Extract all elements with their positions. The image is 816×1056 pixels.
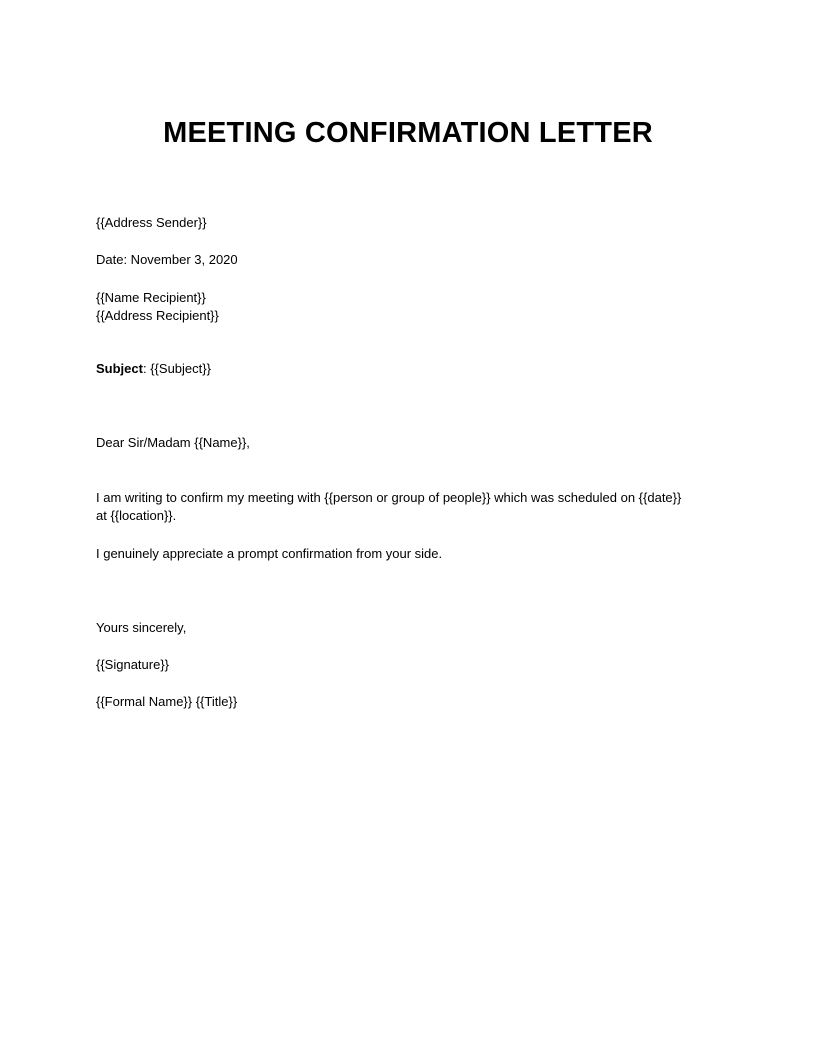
salutation: Dear Sir/Madam {{Name}}, [96,435,250,450]
body-paragraph-1-line-2: at {{location}}. [96,508,177,523]
sender-address: {{Address Sender}} [96,215,207,230]
closing-sign-off: Yours sincerely, [96,620,187,635]
subject-line [96,360,211,378]
body-paragraph-2: I genuinely appreciate a prompt confirmation from your side. [96,546,443,561]
body-paragraph-1-line-1: I am writing to confirm my meeting with {{person or group of people}} which was scheduled on {{date}} [96,490,682,505]
page-title: MEETING CONFIRMATION LETTER [163,117,653,149]
subject-value: {{Subject}} [150,361,211,376]
recipient-address: {{Address Recipient}} [96,308,219,323]
recipient-name: {{Name Recipient}} [96,290,206,305]
letter-date: Date: November 3, 2020 [96,252,238,267]
subject-separator: : [142,361,147,376]
signature-placeholder: {{Signature}} [96,657,170,672]
subject-label: Subject [96,361,143,376]
formal-name-title: {{Formal Name}} {{Title}} [96,694,238,709]
